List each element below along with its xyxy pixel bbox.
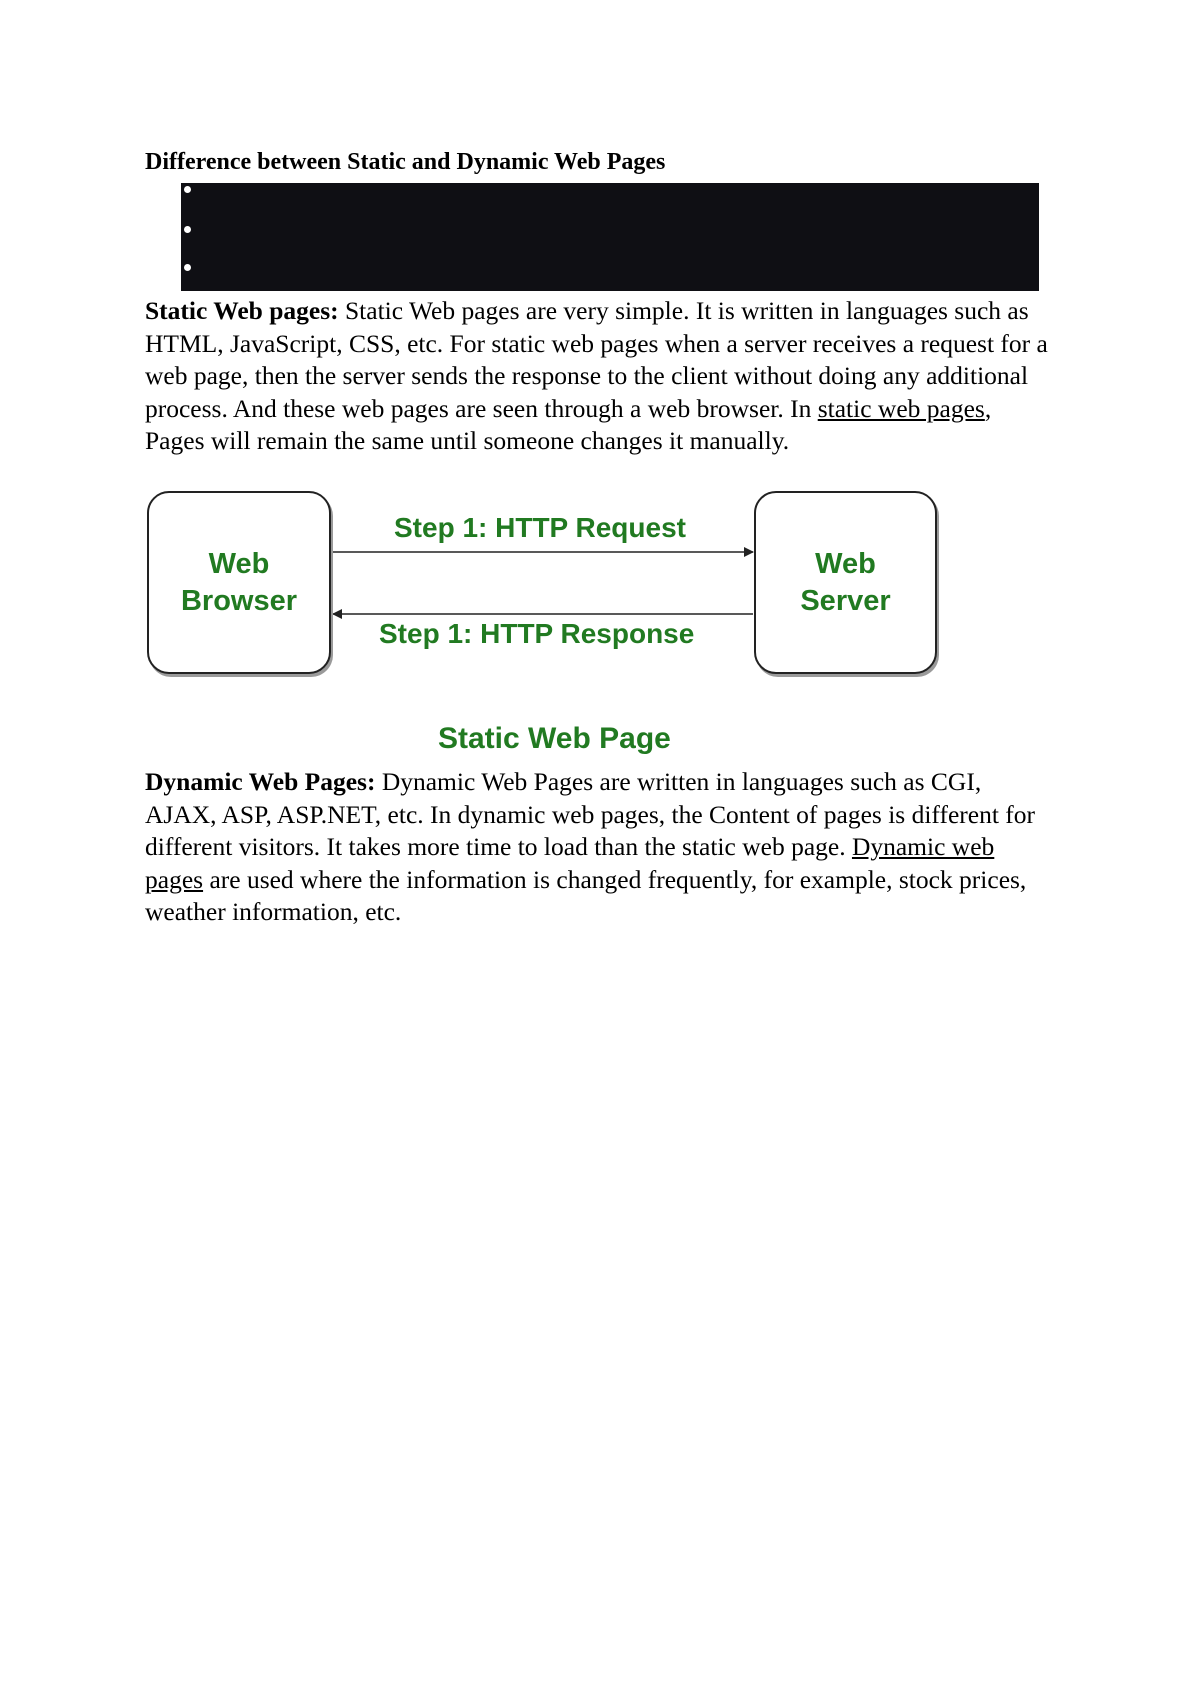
static-pages-text: Static Web pages are very simple. It is written in languages such as HTML, JavaScript, CSS, etc. For static web pages when a server receives a request for a web page, then the server sends the response to the client without doing any additional process. And these web pages are seen through a web browser. In [145, 296, 1048, 423]
bullet-dot [184, 264, 191, 271]
static-web-page-diagram [140, 485, 950, 760]
bullet-dot [184, 186, 191, 193]
diagram-caption: Static Web Page [438, 722, 671, 755]
static-web-pages-link[interactable]: static web pages [817, 393, 985, 423]
web-server-label: Web Server [800, 547, 891, 617]
dynamic-pages-paragraph [145, 766, 1050, 929]
redacted-bullet-list [181, 183, 1039, 291]
static-pages-paragraph [145, 295, 1050, 458]
bullet-dot [184, 226, 191, 233]
web-browser-label: Web Browser [180, 547, 298, 617]
static-pages-text-end: , Pages will remain the same until someone changes it manually. [145, 393, 992, 455]
page-title: Difference between Static and Dynamic Web Pages [145, 149, 666, 175]
web-server-box [754, 491, 937, 674]
dynamic-web-pages-link[interactable]: Dynamic web pages [145, 832, 995, 894]
dynamic-pages-text: Dynamic Web Pages are written in languages such as CGI, AJAX, ASP, ASP.NET, etc. In dynamic web pages, the Content of pages is different for different visitors. It takes more time to load than the static web page. [145, 767, 1036, 861]
http-response-label: Step 1: HTTP Response [379, 618, 695, 649]
web-browser-box [147, 491, 331, 674]
static-pages-heading: Static Web pages: [145, 296, 339, 325]
dynamic-pages-heading: Dynamic Web Pages: [145, 767, 376, 796]
dynamic-pages-text-end: are used where the information is changed frequently, for example, stock prices, weather information, etc. [145, 864, 1027, 926]
http-request-label: Step 1: HTTP Request [394, 512, 686, 543]
